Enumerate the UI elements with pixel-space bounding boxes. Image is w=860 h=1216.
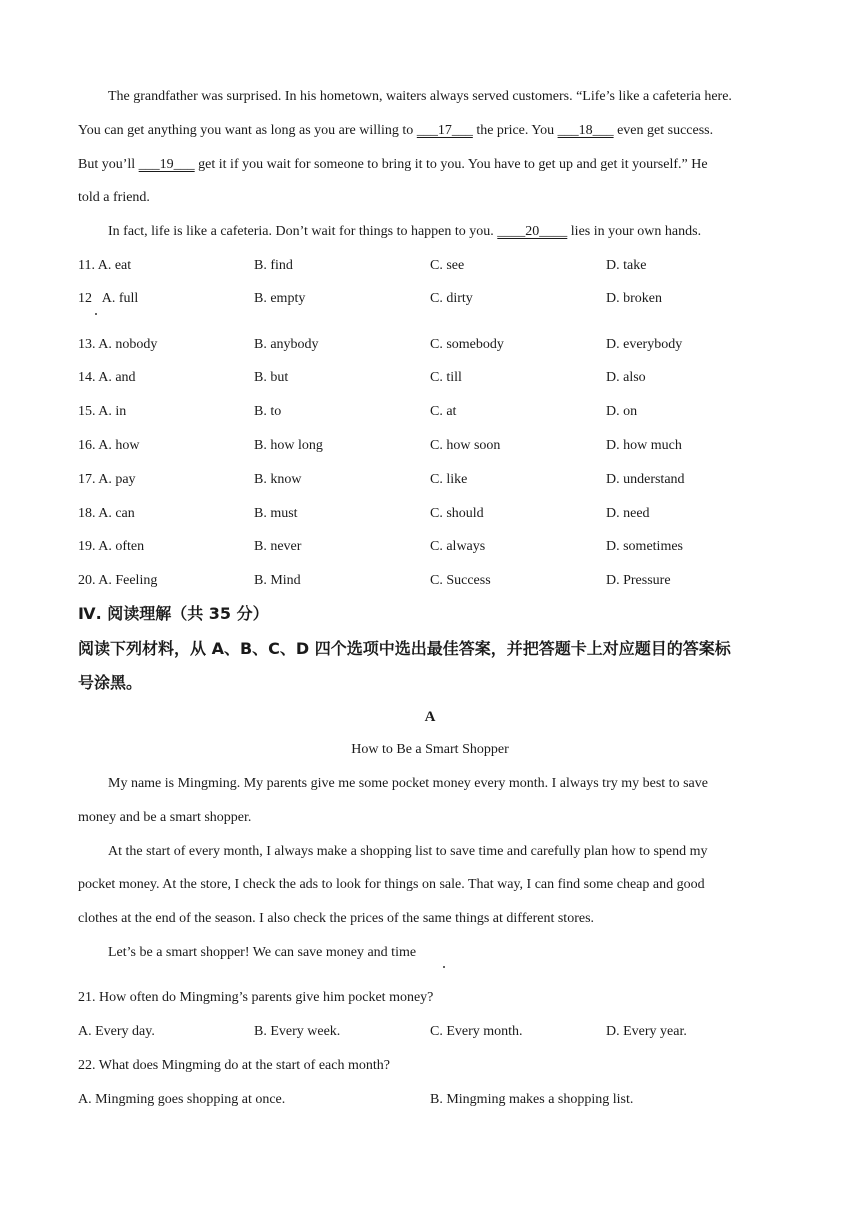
option-d: D. everybody: [606, 337, 683, 352]
passage-label: A: [424, 709, 436, 725]
option-a: 11. A. eat: [78, 258, 132, 273]
option-c: C. always: [430, 539, 486, 554]
passage-line: Let’s be a smart shopper! We can save money and time: [108, 945, 417, 960]
option-a: 17. A. pay: [78, 472, 136, 487]
option-c: C. somebody: [430, 337, 504, 352]
option-row-11: [78, 256, 790, 276]
question-21-options: [78, 1022, 790, 1042]
option-row-16: [78, 436, 790, 456]
option-a: 15. A. in: [78, 404, 127, 419]
option-d: D. need: [606, 506, 650, 521]
passage-line: In fact, life is like a cafeteria. Don’t wait for things to happen to you. ____20____ lies in your own hands.: [108, 224, 702, 239]
option-c: C. Success: [430, 573, 491, 588]
option-d: D. Pressure: [606, 573, 671, 588]
section-instructions: 阅读下列材料，从 A、B、C、D 四个选项中选出最佳答案，并把答题卡上对应题目的答案标: [78, 639, 731, 658]
section-heading: Ⅳ. 阅读理解（共 35 分）: [78, 604, 269, 623]
option-row-20: [78, 571, 790, 591]
blank-17: ___17___: [416, 123, 473, 138]
blank-19: ___19___: [138, 157, 195, 172]
option-b: B. know: [254, 472, 302, 487]
option-c: C. like: [430, 472, 468, 487]
option-row-12: [78, 289, 790, 309]
option-b: B. but: [254, 370, 289, 385]
option-row-18: [78, 504, 790, 524]
stray-dot-mark: [95, 313, 97, 315]
blank-20: ____20____: [497, 224, 568, 239]
option-c: C. Every month.: [430, 1024, 523, 1039]
option-b: B. empty: [254, 291, 306, 306]
option-b: B. find: [254, 258, 293, 273]
blank-18: ___18___: [557, 123, 614, 138]
stray-dot-mark: [443, 966, 445, 968]
option-a: A. Mingming goes shopping at once.: [78, 1092, 286, 1107]
option-b: B. Mingming makes a shopping list.: [430, 1092, 634, 1107]
option-c: C. should: [430, 506, 484, 521]
option-b: B. to: [254, 404, 282, 419]
option-b: B. how long: [254, 438, 323, 453]
section-instructions-cont: 号涂黑。: [78, 673, 143, 692]
question-21: 21. How often do Mingming’s parents give him pocket money?: [78, 990, 434, 1005]
option-c: C. see: [430, 258, 465, 273]
option-d: D. take: [606, 258, 647, 273]
option-c: C. how soon: [430, 438, 501, 453]
option-row-15: [78, 402, 790, 422]
question-22-options: [78, 1090, 790, 1110]
option-c: C. till: [430, 370, 462, 385]
option-c: C. dirty: [430, 291, 473, 306]
option-a: 20. A. Feeling: [78, 573, 158, 588]
option-a: 12 A. full: [78, 291, 139, 306]
passage-line: told a friend.: [78, 190, 150, 205]
option-b: B. never: [254, 539, 302, 554]
option-d: D. sometimes: [606, 539, 683, 554]
option-d: D. broken: [606, 291, 662, 306]
option-b: B. Every week.: [254, 1024, 341, 1039]
option-a: A. Every day.: [78, 1024, 155, 1039]
option-row-19: [78, 537, 790, 557]
option-c: C. at: [430, 404, 457, 419]
passage-line: The grandfather was surprised. In his hometown, waiters always served customers. “Life’s like a cafeteria here.: [108, 89, 732, 104]
question-22: 22. What does Mingming do at the start of each month?: [78, 1058, 390, 1073]
option-a: 14. A. and: [78, 370, 136, 385]
option-d: D. understand: [606, 472, 685, 487]
option-a: 19. A. often: [78, 539, 145, 554]
passage-line: You can get anything you want as long as you are willing to ___17___ the price. You ___18___ even get success.: [78, 123, 714, 138]
passage-line: My name is Mingming. My parents give me some pocket money every month. I always try my best to save: [108, 776, 708, 791]
option-a: 13. A. nobody: [78, 337, 158, 352]
passage-line: At the start of every month, I always make a shopping list to save time and carefully plan how to spend my: [108, 844, 708, 859]
option-b: B. must: [254, 506, 298, 521]
option-a: 18. A. can: [78, 506, 135, 521]
passage-line: money and be a smart shopper.: [78, 810, 252, 825]
passage-line: pocket money. At the store, I check the ads to look for things on sale. That way, I can find some cheap and good: [78, 877, 705, 892]
option-b: B. anybody: [254, 337, 319, 352]
passage-line: But you’ll ___19___ get it if you wait for someone to bring it to you. You have to get up and get it yourself.” He: [78, 157, 708, 172]
option-row-17: [78, 470, 790, 490]
option-d: D. on: [606, 404, 638, 419]
option-d: D. also: [606, 370, 646, 385]
option-a: 16. A. how: [78, 438, 140, 453]
option-b: B. Mind: [254, 573, 301, 588]
option-row-13: [78, 335, 790, 355]
option-d: D. how much: [606, 438, 682, 453]
option-d: D. Every year.: [606, 1024, 687, 1039]
passage-title: How to Be a Smart Shopper: [351, 742, 509, 757]
passage-line: clothes at the end of the season. I also check the prices of the same things at different stores.: [78, 911, 595, 926]
option-row-14: [78, 368, 790, 388]
